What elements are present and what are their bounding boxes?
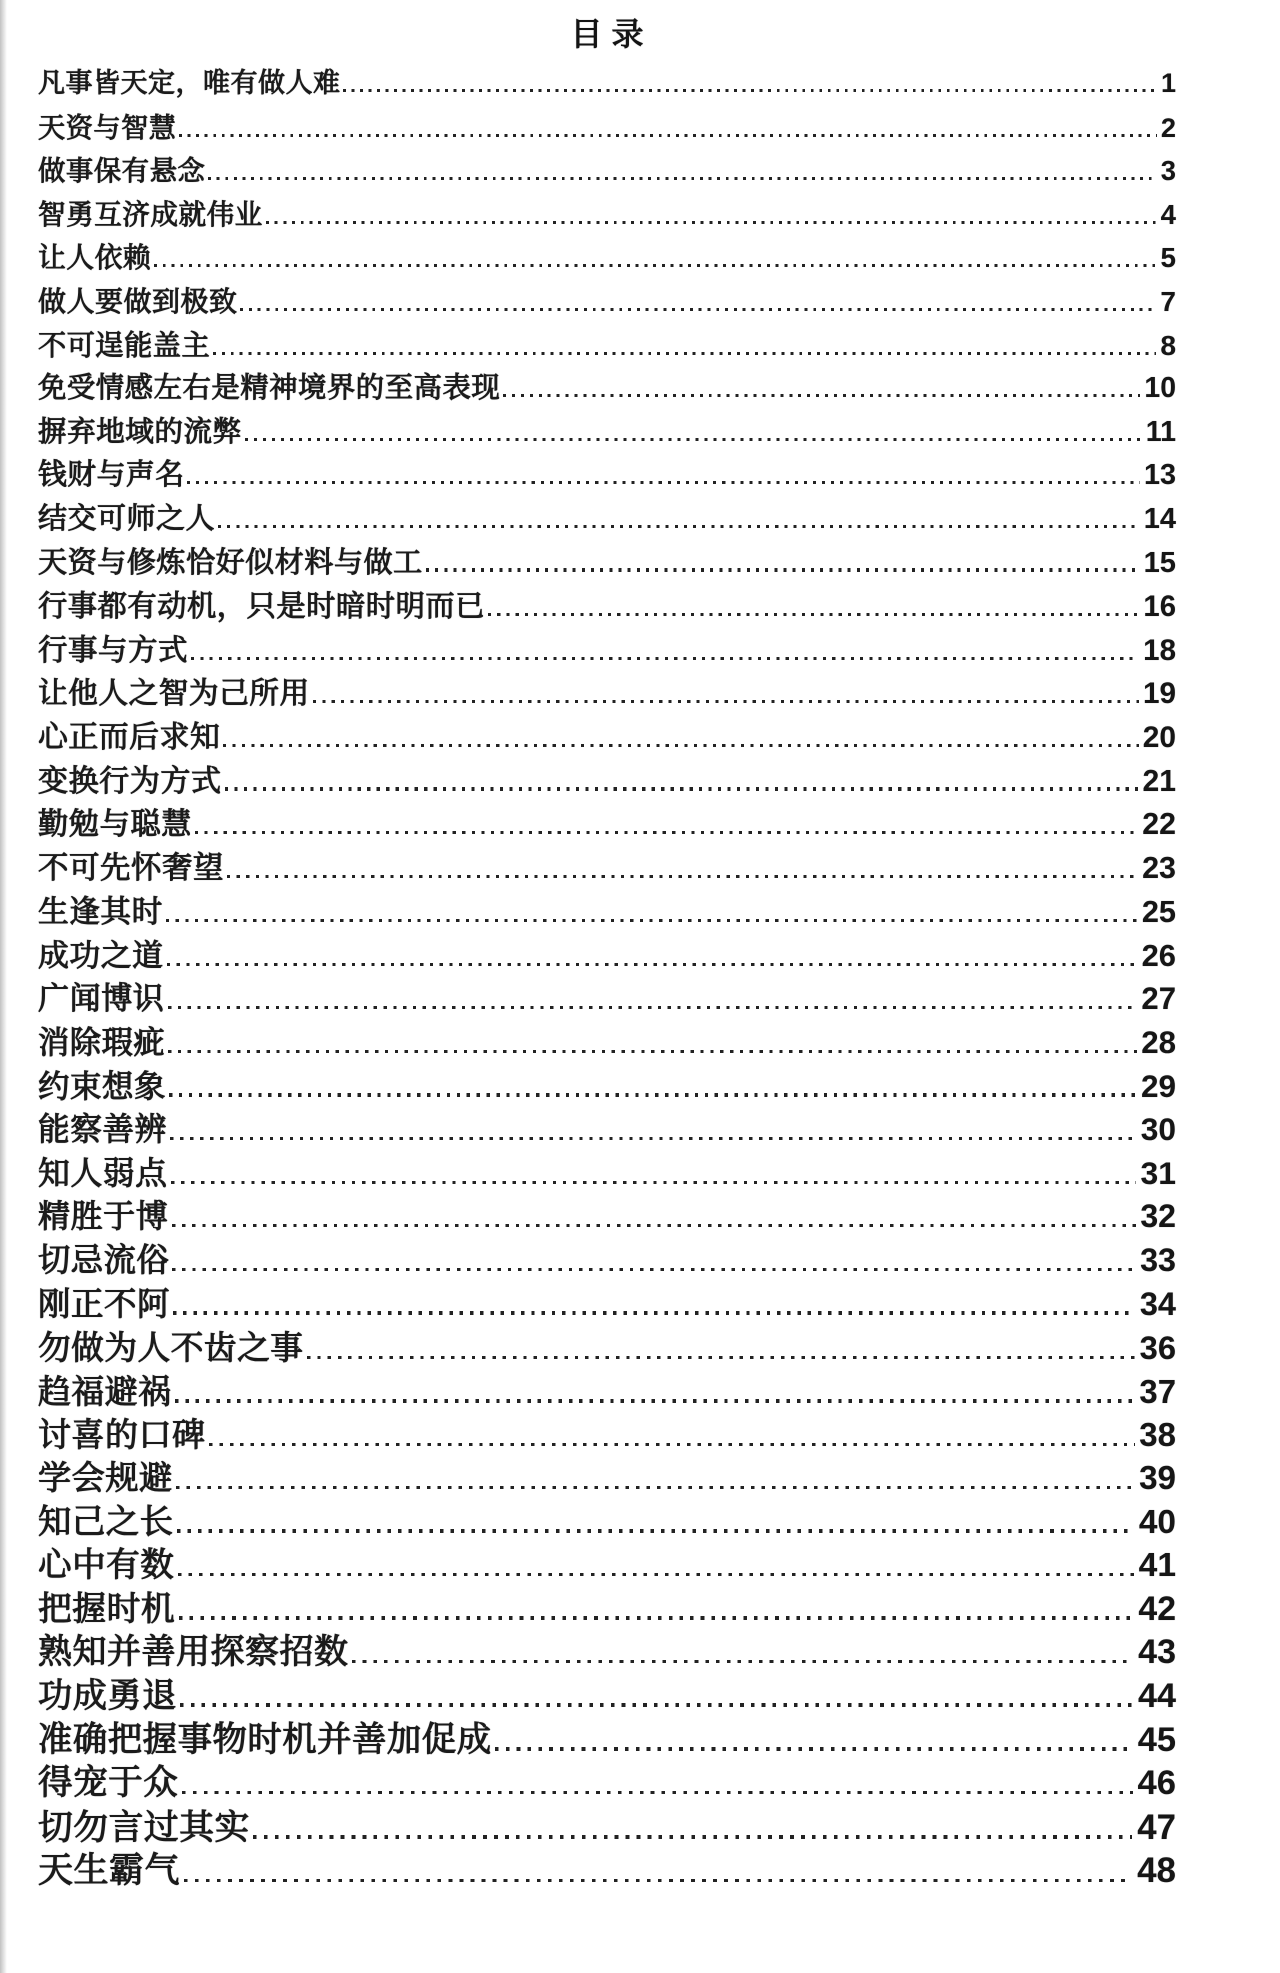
toc-entry-page-number: 40 [1138, 1503, 1176, 1541]
toc-entry-page-number: 23 [1142, 850, 1176, 885]
toc-entry-row [38, 934, 1176, 978]
toc-entry-page-number: 27 [1141, 981, 1176, 1017]
dot-leader [495, 1747, 1133, 1751]
toc-entry-row [38, 1152, 1176, 1196]
toc-entry-page-number: 34 [1139, 1285, 1176, 1322]
toc-entry-row [38, 1719, 1176, 1763]
dot-leader [187, 481, 1140, 484]
toc-entry-title: 广闻博识 [38, 981, 165, 1017]
toc-entry-row [38, 1413, 1176, 1457]
dot-leader [166, 919, 1138, 922]
toc-entry-title: 凡事皆天定，唯有做人难 [38, 68, 341, 98]
toc-entry-row [38, 1108, 1176, 1152]
dot-leader [245, 438, 1142, 441]
toc-entry-title: 免受情感左右是精神境界的至高表现 [38, 372, 501, 405]
toc-entry-row [38, 716, 1176, 760]
dot-leader [225, 787, 1139, 790]
toc-entry-row [38, 367, 1176, 411]
toc-entry-page-number: 20 [1142, 720, 1176, 754]
toc-entry-row [38, 542, 1176, 586]
toc-entry-row [38, 106, 1176, 150]
dot-leader [168, 1006, 1138, 1009]
toc-entry-title: 生逢其时 [38, 894, 163, 930]
dot-leader [426, 568, 1140, 571]
dot-leader [208, 177, 1157, 180]
toc-entry-page-number: 7 [1160, 285, 1176, 317]
dot-leader [253, 1835, 1132, 1839]
dot-leader [168, 1050, 1136, 1053]
toc-entry-title: 学会规避 [38, 1460, 173, 1497]
dot-leader [227, 875, 1138, 878]
toc-entry-title: 把握时机 [38, 1589, 176, 1628]
dot-leader [177, 1529, 1134, 1533]
toc-entry-title: 心中有数 [38, 1547, 175, 1585]
toc-entry-row [38, 803, 1176, 847]
toc-entry-title: 熟知并善用探察招数 [38, 1633, 349, 1672]
toc-entry-page-number: 48 [1137, 1851, 1176, 1891]
dot-leader [176, 1486, 1134, 1489]
toc-entry-row [38, 1283, 1176, 1327]
toc-entry-row [38, 1631, 1176, 1675]
toc-entry-title: 做人要做到极致 [38, 285, 238, 317]
dot-leader [170, 1137, 1136, 1140]
toc-entry-page-number: 29 [1140, 1067, 1176, 1104]
toc-entry-title: 能察善辨 [38, 1111, 167, 1148]
dot-leader [179, 1616, 1134, 1620]
toc-entry-row [38, 1501, 1176, 1545]
toc-entry-title: 行事与方式 [38, 633, 189, 667]
toc-entry-row [38, 62, 1176, 106]
toc-entry-title: 趋福避祸 [38, 1372, 172, 1410]
toc-entry-title: 精胜于博 [38, 1198, 169, 1235]
toc-entry-row [38, 1544, 1176, 1588]
toc-entry-page-number: 45 [1137, 1720, 1176, 1759]
toc-entry-page-number: 13 [1143, 459, 1176, 492]
dot-leader [169, 1093, 1136, 1096]
toc-entry-row [38, 1195, 1176, 1239]
toc-entry-page-number: 31 [1140, 1154, 1176, 1191]
toc-entry-row [38, 1806, 1176, 1850]
toc-entry-page-number: 25 [1141, 894, 1176, 930]
dot-leader [209, 1443, 1135, 1446]
toc-entry-row [38, 977, 1176, 1021]
toc-entry-row [38, 411, 1176, 455]
toc-entry-page-number: 5 [1160, 242, 1176, 274]
toc-entry-title: 摒弃地域的流弊 [38, 415, 242, 448]
page-title: 目录 [570, 16, 653, 52]
toc-entry-row [38, 1370, 1176, 1414]
dot-leader [180, 1703, 1133, 1707]
toc-entry-title: 切忌流俗 [38, 1242, 170, 1279]
toc-entry-page-number: 18 [1143, 633, 1176, 667]
toc-entry-title: 约束想象 [38, 1067, 167, 1104]
toc-entry-page-number: 44 [1137, 1676, 1176, 1715]
toc-entry-row [38, 1588, 1176, 1632]
toc-entry-page-number: 47 [1137, 1807, 1176, 1847]
toc-entry-row [38, 193, 1176, 237]
toc-entry-row [38, 890, 1176, 934]
toc-entry-title: 准确把握事物时机并善加促成 [38, 1720, 492, 1759]
dot-leader [179, 134, 1157, 137]
toc-entry-row [38, 760, 1176, 804]
toc-entry-page-number: 43 [1138, 1633, 1176, 1672]
dot-leader [191, 657, 1139, 660]
dot-leader [213, 352, 1156, 355]
toc-entry-row [38, 1065, 1176, 1109]
toc-entry-title: 知己之长 [38, 1503, 174, 1541]
toc-entry-row [38, 1849, 1176, 1893]
toc-entry-title: 智勇互济成就伟业 [38, 198, 263, 230]
toc-entry-row [38, 324, 1176, 368]
toc-entry-title: 勤勉与聪慧 [38, 808, 192, 842]
toc-entry-row [38, 672, 1176, 716]
toc-entry-page-number: 21 [1142, 764, 1176, 798]
toc-entry-page-number: 26 [1141, 937, 1176, 973]
toc-entry-page-number: 15 [1143, 546, 1176, 579]
toc-entry-title: 变换行为方式 [38, 764, 222, 798]
toc-entry-title: 心正而后求知 [38, 720, 221, 754]
dot-leader [167, 963, 1138, 966]
dot-leader [223, 744, 1138, 747]
toc-entry-title: 不可逞能盖主 [38, 328, 211, 361]
toc-list [38, 62, 1176, 1893]
dot-leader [172, 1224, 1136, 1227]
toc-entry-row [38, 585, 1176, 629]
toc-entry-title: 刚正不阿 [38, 1285, 171, 1322]
toc-entry-row [38, 454, 1176, 498]
dot-leader [195, 831, 1138, 834]
toc-entry-title: 做事保有悬念 [38, 155, 206, 187]
toc-entry-page-number: 39 [1139, 1460, 1176, 1497]
dot-leader [266, 221, 1157, 224]
toc-entry-page-number: 41 [1138, 1547, 1176, 1585]
toc-entry-page-number: 4 [1160, 198, 1176, 230]
toc-entry-page-number: 33 [1140, 1242, 1176, 1279]
toc-entry-row [38, 629, 1176, 673]
toc-entry-title: 结交可师之人 [38, 502, 216, 535]
toc-entry-page-number: 36 [1139, 1329, 1176, 1367]
toc-entry-row [38, 1457, 1176, 1501]
toc-entry-page-number: 32 [1140, 1198, 1176, 1235]
toc-entry-row [38, 1021, 1176, 1065]
toc-entry-page-number: 1 [1160, 68, 1176, 98]
dot-leader [503, 394, 1140, 397]
toc-entry-page-number: 8 [1160, 328, 1176, 361]
dot-leader [178, 1573, 1134, 1577]
dot-leader [172, 1268, 1135, 1271]
toc-entry-page-number: 30 [1140, 1111, 1176, 1148]
toc-entry-page-number: 22 [1142, 808, 1176, 842]
toc-entry-title: 成功之道 [38, 937, 164, 973]
toc-entry-title: 消除瑕疵 [38, 1025, 166, 1061]
toc-entry-row [38, 280, 1176, 324]
toc-entry-title: 功成勇退 [38, 1676, 177, 1715]
toc-entry-page-number: 16 [1143, 590, 1176, 624]
dot-leader [184, 1879, 1133, 1883]
toc-entry-page-number: 14 [1143, 502, 1176, 535]
dot-leader [313, 700, 1139, 703]
toc-entry-row [38, 1239, 1176, 1283]
dot-leader [240, 308, 1156, 311]
toc-entry-page-number: 19 [1142, 677, 1176, 711]
dot-leader [307, 1356, 1135, 1359]
toc-entry-row [38, 1762, 1176, 1806]
toc-entry-page-number: 2 [1160, 111, 1176, 143]
toc-entry-title: 切勿言过其实 [38, 1807, 250, 1847]
toc-entry-title: 讨喜的口碑 [38, 1416, 206, 1454]
toc-entry-title: 钱财与声名 [38, 459, 185, 492]
dot-leader [154, 264, 1157, 267]
toc-entry-row [38, 1326, 1176, 1370]
dot-leader [173, 1311, 1135, 1314]
dot-leader [171, 1181, 1136, 1184]
toc-entry-title: 不可先怀奢望 [38, 850, 224, 885]
toc-entry-row [38, 236, 1176, 280]
dot-leader [343, 89, 1157, 92]
toc-entry-row [38, 847, 1176, 891]
toc-entry-title: 行事都有动机，只是时暗时明而已 [38, 590, 485, 624]
toc-entry-page-number: 28 [1141, 1025, 1176, 1061]
toc-entry-row [38, 149, 1176, 193]
toc-entry-title: 让他人之智为己所用 [38, 677, 310, 711]
toc-entry-page-number: 37 [1139, 1372, 1176, 1410]
toc-entry-title: 知人弱点 [38, 1154, 168, 1191]
toc-entry-title: 天资与智慧 [38, 111, 177, 143]
dot-leader [175, 1399, 1135, 1402]
dot-leader [218, 525, 1140, 528]
toc-entry-row [38, 498, 1176, 542]
toc-entry-page-number: 42 [1138, 1589, 1176, 1628]
toc-entry-page-number: 46 [1137, 1764, 1176, 1803]
toc-entry-page-number: 10 [1144, 372, 1176, 405]
toc-entry-title: 让人依赖 [38, 242, 152, 274]
toc-entry-page-number: 3 [1160, 155, 1176, 187]
toc-entry-row [38, 1675, 1176, 1719]
dot-leader [488, 613, 1139, 616]
toc-entry-title: 天资与修炼恰好似材料与做工 [38, 546, 423, 579]
toc-entry-title: 天生霸气 [38, 1851, 181, 1891]
toc-entry-page-number: 38 [1139, 1416, 1176, 1454]
toc-entry-page-number: 11 [1145, 415, 1176, 448]
toc-entry-title: 得宠于众 [38, 1764, 179, 1803]
dot-leader [352, 1660, 1134, 1664]
toc-entry-title: 勿做为人不齿之事 [38, 1329, 304, 1367]
dot-leader [182, 1791, 1133, 1795]
